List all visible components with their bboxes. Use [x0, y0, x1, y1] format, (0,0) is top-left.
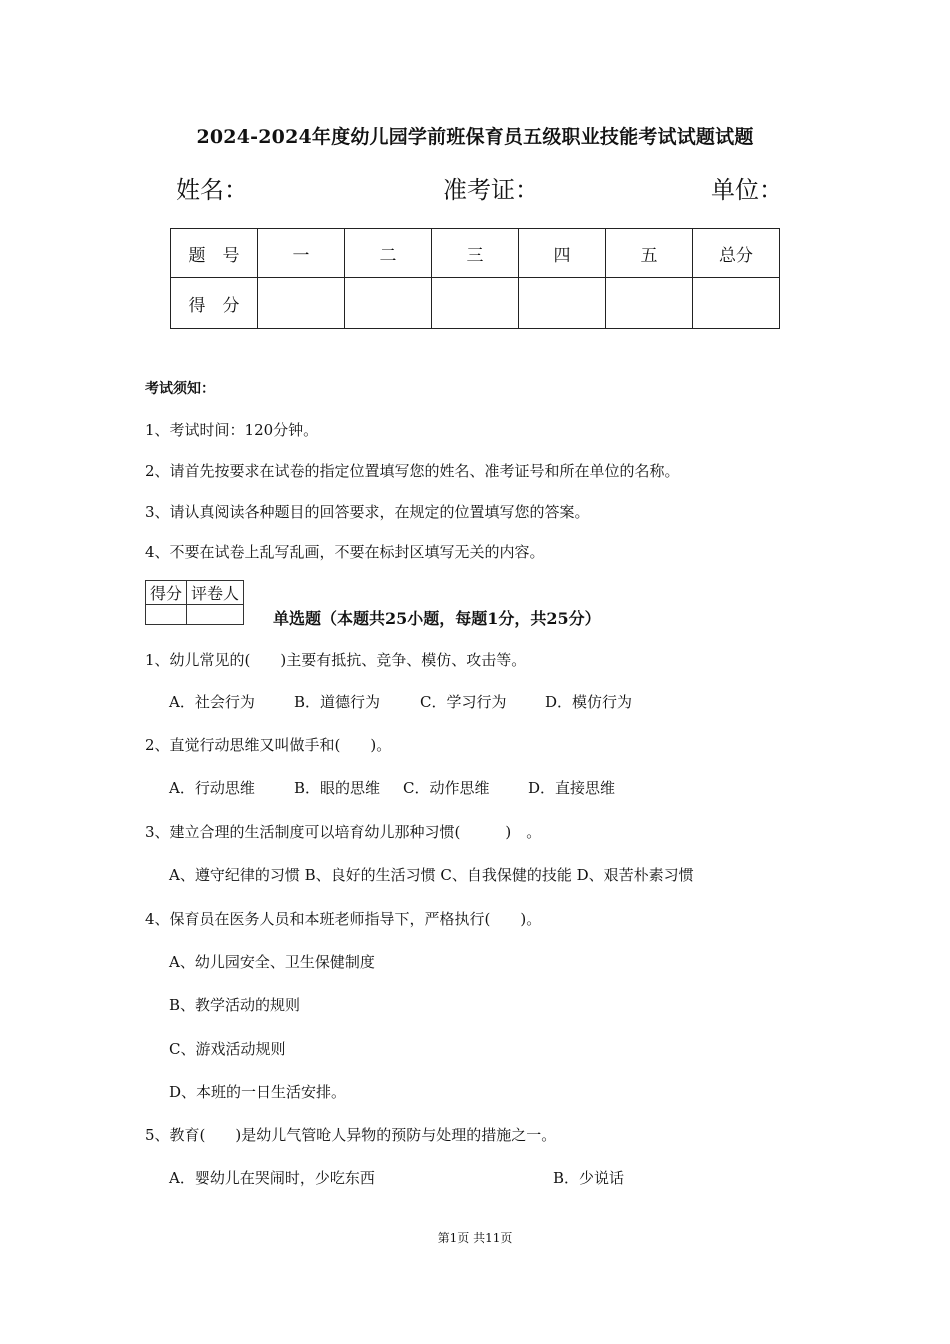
question-option: B、教学活动的规则 — [169, 996, 301, 1014]
section-title: 单选题（本题共25小题，每题1分，共25分） — [273, 609, 601, 628]
question-stem: 2、直觉行动思维又叫做手和( )。 — [145, 736, 392, 754]
grader-score-label: 得分 — [146, 581, 187, 605]
notice-heading: 考试须知： — [145, 381, 215, 397]
grader-score-cell[interactable] — [146, 605, 187, 625]
notice-item: 1、考试时间：120分钟。 — [145, 421, 319, 439]
question-option: A、幼儿园安全、卫生保健制度 — [169, 953, 375, 971]
grader-reviewer-label: 评卷人 — [187, 581, 244, 605]
question-option: C、游戏活动规则 — [169, 1040, 286, 1058]
grader-reviewer-cell[interactable] — [187, 605, 244, 625]
notice-item: 4、不要在试卷上乱写乱画，不要在标封区填写无关的内容。 — [145, 543, 545, 561]
score-cell[interactable] — [345, 278, 432, 329]
score-cell[interactable] — [606, 278, 693, 329]
question-option: B．少说话 — [553, 1169, 625, 1187]
score-table — [170, 228, 780, 329]
question-option: C．学习行为 — [420, 693, 507, 711]
question-option: A．婴幼儿在哭闹时，少吃东西 — [169, 1169, 375, 1187]
score-row-label: 得 分 — [171, 278, 258, 329]
question-stem: 3、建立合理的生活制度可以培育幼儿那种习惯( ) 。 — [145, 823, 542, 841]
question-stem: 4、保育员在医务人员和本班老师指导下，严格执行( )。 — [145, 910, 542, 928]
question-option: A．行动思维 — [169, 779, 255, 797]
question-option: B．道德行为 — [294, 693, 381, 711]
exam-id-field-label: 准考证： — [443, 176, 539, 204]
score-table-header-row — [171, 229, 780, 278]
score-header-2: 二 — [345, 229, 432, 278]
score-header-4: 四 — [519, 229, 606, 278]
question-option: C．动作思维 — [403, 779, 490, 797]
name-field-label: 姓名： — [176, 176, 248, 204]
question-option: D、本班的一日生活安排。 — [169, 1083, 347, 1101]
question-option: D．直接思维 — [528, 779, 616, 797]
question-stem: 5、教育( )是幼儿气管呛人异物的预防与处理的措施之一。 — [145, 1126, 557, 1144]
question-stem: 1、幼儿常见的( )主要有抵抗、竞争、模仿、攻击等。 — [145, 651, 527, 669]
page-footer: 第1页 共11页 — [437, 1231, 513, 1245]
score-header-5: 五 — [606, 229, 693, 278]
page-title: 2024-2024年度幼儿园学前班保育员五级职业技能考试试题试题 — [196, 126, 754, 148]
notice-item: 2、请首先按要求在试卷的指定位置填写您的姓名、准考证号和所在单位的名称。 — [145, 462, 680, 480]
question-option: A、遵守纪律的习惯 B、良好的生活习惯 C、自我保健的技能 D、艰苦朴素习惯 — [169, 866, 694, 884]
score-table-score-row — [171, 278, 780, 329]
notice-item: 3、请认真阅读各种题目的回答要求，在规定的位置填写您的答案。 — [145, 503, 590, 521]
question-option: A．社会行为 — [169, 693, 255, 711]
score-cell[interactable] — [519, 278, 606, 329]
score-cell[interactable] — [258, 278, 345, 329]
question-option: D．模仿行为 — [545, 693, 633, 711]
score-cell[interactable] — [432, 278, 519, 329]
grader-box — [145, 580, 244, 625]
question-option: B．眼的思维 — [294, 779, 381, 797]
score-cell[interactable] — [693, 278, 780, 329]
score-header-1: 一 — [258, 229, 345, 278]
score-header-3: 三 — [432, 229, 519, 278]
score-header-label: 题 号 — [171, 229, 258, 278]
unit-field-label: 单位： — [711, 176, 783, 204]
score-header-total: 总分 — [693, 229, 780, 278]
